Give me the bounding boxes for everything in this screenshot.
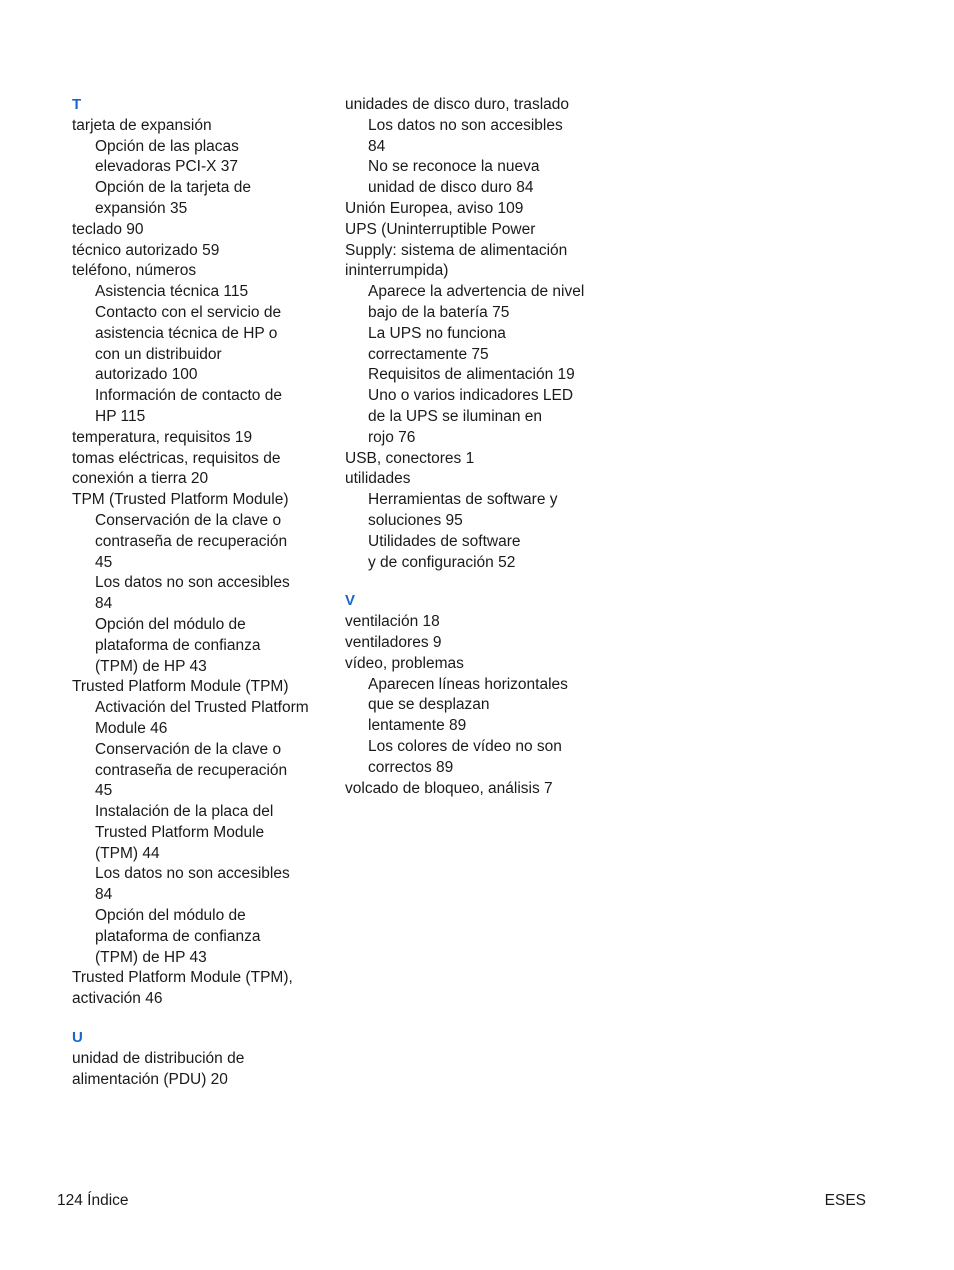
index-entry-line: teléfono, números — [72, 262, 197, 280]
index-entry-line: autorizado 100 — [95, 366, 198, 384]
index-entry-line: Aparecen líneas horizontales — [368, 675, 568, 693]
section-gap — [345, 573, 610, 591]
index-entry-line: Uno o varios indicadores LED — [368, 387, 574, 405]
footer-locale-code: ESES — [824, 1192, 866, 1209]
index-entry-line: tarjeta de expansión — [72, 116, 212, 134]
index-entry-line: Opción del módulo de — [95, 907, 246, 925]
index-entry-line: Los datos no son accesibles — [368, 116, 563, 134]
index-entry-line: Los datos no son accesibles — [95, 574, 290, 592]
index-entry — [345, 95, 610, 116]
index-entry-line: Instalación de la placa del — [95, 803, 274, 821]
index-column-left — [72, 95, 337, 1090]
index-entry-line: Herramientas de software y — [368, 491, 558, 509]
index-entry-line: contraseña de recuperación — [95, 761, 288, 779]
index-entry-line: unidad de disco duro 84 — [368, 179, 534, 197]
index-entry — [72, 449, 337, 491]
index-subentry — [345, 386, 610, 448]
index-subentry — [345, 116, 610, 158]
index-entry-line: que se desplazan — [368, 696, 490, 714]
index-entry-line: unidades de disco duro, traslado — [345, 96, 570, 113]
index-entry-line: teclado 90 — [72, 220, 144, 238]
index-entry-line: Trusted Platform Module — [95, 823, 265, 841]
index-subentry — [72, 864, 337, 906]
index-subentry — [72, 303, 337, 386]
index-entry-line: Requisitos de alimentación 19 — [368, 366, 575, 384]
index-subentry — [72, 137, 337, 179]
index-entry-line: lentamente 89 — [368, 717, 467, 735]
index-entry-line: Trusted Platform Module (TPM) — [72, 678, 289, 696]
index-entry-line: Utilidades de software — [368, 532, 521, 550]
index-entry — [72, 241, 337, 262]
index-entry-line: conexión a tierra 20 — [72, 470, 209, 488]
index-entry-line: unidad de distribución de — [72, 1049, 245, 1067]
index-entry-line: (TPM) de HP 43 — [95, 657, 207, 675]
index-entry — [345, 199, 610, 220]
index-entry — [345, 220, 610, 282]
index-entry — [72, 677, 337, 698]
section-gap — [72, 1010, 337, 1028]
index-entry-line: con un distribuidor — [95, 345, 222, 363]
index-entry — [72, 116, 337, 137]
index-entry-line: (TPM) 44 — [95, 844, 160, 862]
index-subentry — [345, 324, 610, 366]
index-entry-line: Module 46 — [95, 719, 168, 737]
index-entry-line: contraseña de recuperación — [95, 532, 288, 550]
index-entry-line: vídeo, problemas — [345, 654, 464, 672]
index-entry-line: UPS (Uninterruptible Power — [345, 220, 536, 238]
index-entry-line: y de configuración 52 — [368, 553, 516, 571]
index-entry — [72, 220, 337, 241]
index-subentry — [72, 906, 337, 968]
index-entry-line: rojo 76 — [368, 428, 416, 446]
index-subentry — [72, 511, 337, 573]
index-entry-line: Activación del Trusted Platform — [95, 699, 309, 717]
index-entry — [72, 261, 337, 282]
index-entry-line: TPM (Trusted Platform Module) — [72, 491, 289, 509]
index-entry-line: temperatura, requisitos 19 — [72, 428, 253, 446]
index-subentry — [72, 178, 337, 220]
section-letter-header: V — [345, 592, 356, 610]
index-entry-line: No se reconoce la nueva — [368, 158, 540, 176]
index-entry-line: Opción de la tarjeta de — [95, 179, 251, 197]
index-entry-line: correctos 89 — [368, 758, 454, 776]
index-entry-line: volcado de bloqueo, análisis 7 — [345, 779, 553, 797]
index-entry-line: correctamente 75 — [368, 345, 489, 363]
index-entry-line: técnico autorizado 59 — [72, 241, 220, 259]
index-entry-line: bajo de la batería 75 — [368, 303, 510, 321]
index-entry-line: Información de contacto de — [95, 387, 282, 405]
index-entry-line: 84 — [95, 886, 113, 904]
index-subentry — [345, 675, 610, 737]
index-entry-line: Los datos no son accesibles — [95, 865, 290, 883]
index-entry-line: 84 — [95, 595, 113, 613]
section-letter-header: T — [72, 96, 82, 113]
index-subentry — [72, 615, 337, 677]
index-subentry — [345, 282, 610, 324]
index-entry-line: plataforma de confianza — [95, 636, 261, 654]
index-subentry — [72, 282, 337, 303]
index-subentry — [72, 386, 337, 428]
index-entry-line: Trusted Platform Module (TPM), — [72, 969, 293, 987]
index-subentry — [345, 532, 610, 574]
index-entry-line: Contacto con el servicio de — [95, 303, 282, 321]
index-entry-line: elevadoras PCI-X 37 — [95, 158, 239, 176]
index-subentry — [72, 573, 337, 615]
index-entry-line: La UPS no funciona — [368, 324, 506, 342]
index-entry-line: de la UPS se iluminan en — [368, 407, 543, 425]
index-entry-line: asistencia técnica de HP o — [95, 324, 278, 342]
index-entry-line: Unión Europea, aviso 109 — [345, 199, 524, 217]
index-entry — [72, 1049, 337, 1091]
index-entry-line: expansión 35 — [95, 199, 188, 217]
index-entry-line: Aparece la advertencia de nivel — [368, 283, 585, 301]
index-subentry — [72, 802, 337, 864]
index-entry-line: Asistencia técnica 115 — [95, 283, 249, 301]
index-entry-line: ventiladores 9 — [345, 633, 442, 651]
index-entry — [345, 612, 610, 633]
index-entry — [345, 469, 610, 490]
index-entry-line: Opción de las placas — [95, 137, 239, 155]
index-entry-line: (TPM) de HP 43 — [95, 948, 207, 966]
index-column-right — [345, 95, 610, 799]
index-entry-line: soluciones 95 — [368, 511, 463, 529]
index-entry — [72, 968, 337, 1010]
index-entry-line: plataforma de confianza — [95, 927, 261, 945]
index-entry-line: HP 115 — [95, 407, 146, 425]
index-subentry — [345, 490, 610, 532]
index-entry-line: utilidades — [345, 470, 411, 488]
index-subentry — [345, 157, 610, 199]
index-entry-line: ininterrumpida) — [345, 262, 449, 280]
index-entry-line: Opción del módulo de — [95, 615, 246, 633]
index-entry — [345, 779, 610, 800]
index-entry — [72, 428, 337, 449]
index-entry-line: 45 — [95, 553, 113, 571]
index-entry-line: Conservación de la clave o — [95, 511, 282, 529]
index-entry — [345, 654, 610, 675]
index-entry-line: Conservación de la clave o — [95, 740, 282, 758]
index-subentry — [345, 365, 610, 386]
index-subentry — [345, 737, 610, 779]
index-entry — [345, 449, 610, 470]
index-entry — [345, 633, 610, 654]
index-entry-line: 84 — [368, 137, 386, 155]
index-entry — [72, 490, 337, 511]
index-entry-line: 45 — [95, 782, 113, 800]
index-subentry — [72, 740, 337, 802]
section-letter-header: U — [72, 1029, 83, 1047]
index-entry-line: alimentación (PDU) 20 — [72, 1070, 228, 1088]
index-subentry — [72, 698, 337, 740]
index-entry-line: Supply: sistema de alimentación — [345, 241, 568, 259]
index-entry-line: activación 46 — [72, 990, 163, 1008]
footer-page-number: 124 Índice — [57, 1192, 129, 1209]
index-entry-line: Los colores de vídeo no son — [368, 737, 562, 755]
index-entry-line: ventilación 18 — [345, 613, 440, 631]
index-entry-line: tomas eléctricas, requisitos de — [72, 449, 281, 467]
index-entry-line: USB, conectores 1 — [345, 449, 475, 467]
